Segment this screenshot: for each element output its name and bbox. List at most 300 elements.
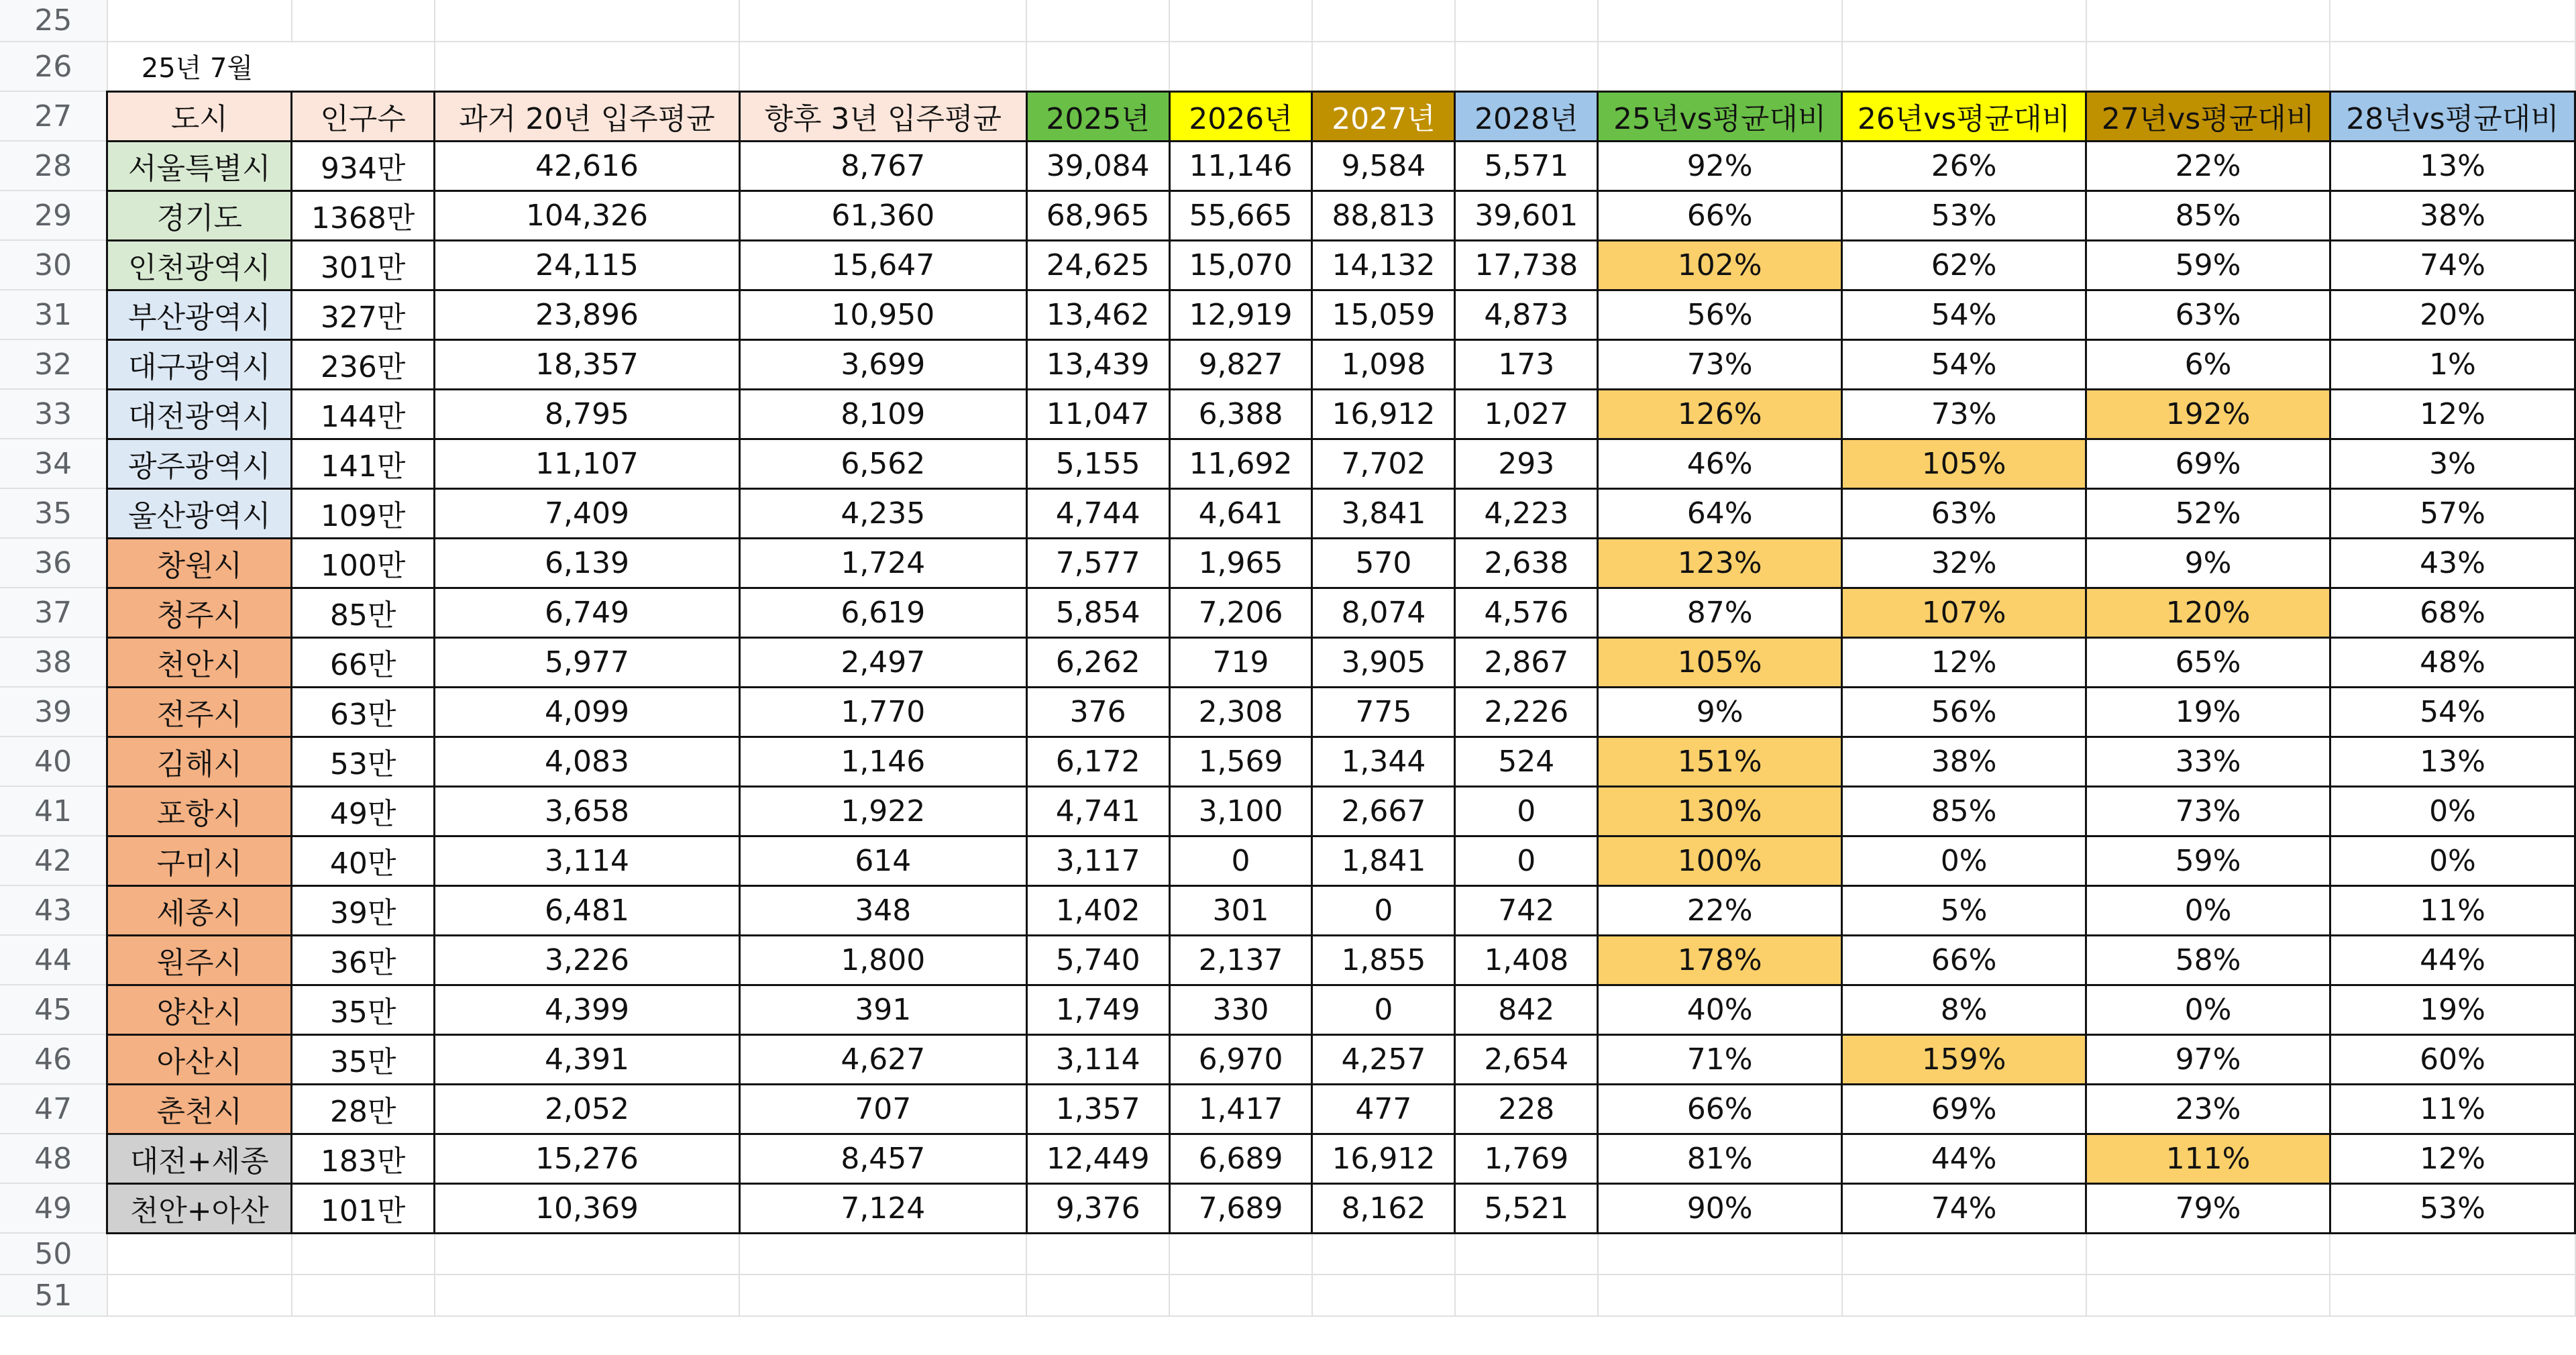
data-cell[interactable]: 53만 [292, 737, 435, 786]
data-cell[interactable]: 4,744 [1026, 488, 1169, 538]
data-cell[interactable]: 24,115 [435, 240, 740, 290]
data-cell[interactable]: 69% [2086, 439, 2330, 488]
data-cell[interactable]: 35만 [292, 985, 435, 1034]
data-cell[interactable]: 44% [2330, 935, 2575, 985]
data-cell[interactable]: 0% [2086, 885, 2330, 935]
data-cell[interactable]: 38% [1842, 737, 2086, 786]
cell[interactable] [1169, 42, 1312, 91]
city-name-cell[interactable]: 원주시 [107, 935, 292, 985]
column-header[interactable]: 27년vs평균대비 [2086, 91, 2330, 141]
data-cell[interactable]: 1,855 [1312, 935, 1455, 985]
data-cell[interactable]: 8,767 [739, 141, 1026, 191]
cell[interactable] [1026, 1233, 1169, 1275]
cell[interactable] [1169, 1275, 1312, 1316]
data-cell[interactable]: 105% [1598, 637, 1842, 687]
data-cell[interactable]: 178% [1598, 935, 1842, 985]
data-cell[interactable]: 18,357 [435, 339, 740, 389]
row-header[interactable]: 30 [0, 240, 107, 290]
data-cell[interactable]: 66% [1842, 935, 2086, 985]
cell[interactable] [739, 1233, 1026, 1275]
data-cell[interactable]: 13,462 [1026, 290, 1169, 339]
data-cell[interactable]: 59% [2086, 240, 2330, 290]
data-cell[interactable]: 32% [1842, 538, 2086, 588]
column-header[interactable]: 26년vs평균대비 [1842, 91, 2086, 141]
data-cell[interactable]: 63% [2086, 290, 2330, 339]
data-cell[interactable]: 3,905 [1312, 637, 1455, 687]
data-cell[interactable]: 144만 [292, 389, 435, 439]
data-cell[interactable]: 2,638 [1455, 538, 1598, 588]
row-header[interactable]: 46 [0, 1034, 107, 1084]
data-cell[interactable]: 707 [739, 1084, 1026, 1134]
data-cell[interactable]: 1,569 [1169, 737, 1312, 786]
data-cell[interactable]: 65% [2086, 637, 2330, 687]
row-header[interactable]: 42 [0, 836, 107, 885]
cell[interactable] [435, 1233, 740, 1275]
data-cell[interactable]: 4,223 [1455, 488, 1598, 538]
data-cell[interactable]: 38% [2330, 191, 2575, 240]
data-cell[interactable]: 1,344 [1312, 737, 1455, 786]
data-cell[interactable]: 53% [1842, 191, 2086, 240]
data-cell[interactable]: 9% [2086, 538, 2330, 588]
city-name-cell[interactable]: 광주광역시 [107, 439, 292, 488]
data-cell[interactable]: 1,922 [739, 786, 1026, 836]
cell[interactable] [1312, 42, 1455, 91]
row-header[interactable]: 36 [0, 538, 107, 588]
data-cell[interactable]: 46% [1598, 439, 1842, 488]
data-cell[interactable]: 5,740 [1026, 935, 1169, 985]
data-cell[interactable]: 26% [1842, 141, 2086, 191]
row-header[interactable]: 38 [0, 637, 107, 687]
data-cell[interactable]: 4,391 [435, 1034, 740, 1084]
data-cell[interactable]: 33% [2086, 737, 2330, 786]
data-cell[interactable]: 2,654 [1455, 1034, 1598, 1084]
data-cell[interactable]: 1,146 [739, 737, 1026, 786]
data-cell[interactable]: 9,584 [1312, 141, 1455, 191]
cell[interactable] [1842, 42, 2086, 91]
data-cell[interactable]: 4,627 [739, 1034, 1026, 1084]
cell[interactable] [2330, 1233, 2575, 1275]
column-header[interactable]: 2028년 [1455, 91, 1598, 141]
column-header[interactable]: 과거 20년 입주평균 [435, 91, 740, 141]
data-cell[interactable]: 4,741 [1026, 786, 1169, 836]
data-cell[interactable]: 8,162 [1312, 1183, 1455, 1233]
data-cell[interactable]: 49만 [292, 786, 435, 836]
data-cell[interactable]: 9,827 [1169, 339, 1312, 389]
cell[interactable] [2330, 0, 2575, 42]
data-cell[interactable]: 6,139 [435, 538, 740, 588]
data-cell[interactable]: 28만 [292, 1084, 435, 1134]
data-cell[interactable]: 13% [2330, 737, 2575, 786]
city-name-cell[interactable]: 춘천시 [107, 1084, 292, 1134]
data-cell[interactable]: 120% [2086, 588, 2330, 637]
data-cell[interactable]: 5,571 [1455, 141, 1598, 191]
column-header[interactable]: 도시 [107, 91, 292, 141]
data-cell[interactable]: 64% [1598, 488, 1842, 538]
cell[interactable] [1169, 0, 1312, 42]
data-cell[interactable]: 123% [1598, 538, 1842, 588]
data-cell[interactable]: 43% [2330, 538, 2575, 588]
row-header[interactable]: 35 [0, 488, 107, 538]
row-header[interactable]: 26 [0, 42, 107, 91]
data-cell[interactable]: 39,084 [1026, 141, 1169, 191]
data-cell[interactable]: 42,616 [435, 141, 740, 191]
data-cell[interactable]: 11,146 [1169, 141, 1312, 191]
data-cell[interactable]: 1,770 [739, 687, 1026, 737]
city-name-cell[interactable]: 경기도 [107, 191, 292, 240]
data-cell[interactable]: 2,052 [435, 1084, 740, 1134]
row-header[interactable]: 40 [0, 737, 107, 786]
data-cell[interactable]: 20% [2330, 290, 2575, 339]
column-header[interactable]: 2027년 [1312, 91, 1455, 141]
data-cell[interactable]: 15,070 [1169, 240, 1312, 290]
data-cell[interactable]: 6,619 [739, 588, 1026, 637]
data-cell[interactable]: 16,912 [1312, 389, 1455, 439]
data-cell[interactable]: 1,408 [1455, 935, 1598, 985]
cell[interactable] [1026, 0, 1169, 42]
data-cell[interactable]: 61,360 [739, 191, 1026, 240]
cell[interactable] [1842, 1233, 2086, 1275]
cell[interactable] [2086, 0, 2330, 42]
data-cell[interactable]: 22% [1598, 885, 1842, 935]
data-cell[interactable]: 59% [2086, 836, 2330, 885]
data-cell[interactable]: 100만 [292, 538, 435, 588]
city-name-cell[interactable]: 구미시 [107, 836, 292, 885]
data-cell[interactable]: 376 [1026, 687, 1169, 737]
data-cell[interactable]: 3,117 [1026, 836, 1169, 885]
data-cell[interactable]: 15,276 [435, 1134, 740, 1183]
row-header[interactable]: 27 [0, 91, 107, 141]
data-cell[interactable]: 35만 [292, 1034, 435, 1084]
city-name-cell[interactable]: 울산광역시 [107, 488, 292, 538]
data-cell[interactable]: 53% [2330, 1183, 2575, 1233]
data-cell[interactable]: 48% [2330, 637, 2575, 687]
data-cell[interactable]: 0 [1455, 786, 1598, 836]
column-header[interactable]: 28년vs평균대비 [2330, 91, 2575, 141]
data-cell[interactable]: 3,658 [435, 786, 740, 836]
data-cell[interactable]: 8,795 [435, 389, 740, 439]
cell[interactable] [739, 1275, 1026, 1316]
cell[interactable] [107, 0, 292, 42]
data-cell[interactable]: 1,841 [1312, 836, 1455, 885]
cell[interactable] [435, 1275, 740, 1316]
row-header[interactable]: 37 [0, 588, 107, 637]
data-cell[interactable]: 293 [1455, 439, 1598, 488]
data-cell[interactable]: 3,226 [435, 935, 740, 985]
cell[interactable] [1598, 0, 1842, 42]
data-cell[interactable]: 54% [2330, 687, 2575, 737]
data-cell[interactable]: 4,099 [435, 687, 740, 737]
data-cell[interactable]: 10,950 [739, 290, 1026, 339]
data-cell[interactable]: 11,692 [1169, 439, 1312, 488]
row-header[interactable]: 48 [0, 1134, 107, 1183]
data-cell[interactable]: 0% [2330, 786, 2575, 836]
cell[interactable] [739, 42, 1026, 91]
data-cell[interactable]: 7,124 [739, 1183, 1026, 1233]
row-header[interactable]: 28 [0, 141, 107, 191]
row-header[interactable]: 47 [0, 1084, 107, 1134]
data-cell[interactable]: 92% [1598, 141, 1842, 191]
data-cell[interactable]: 5,854 [1026, 588, 1169, 637]
data-cell[interactable]: 11% [2330, 885, 2575, 935]
data-cell[interactable]: 151% [1598, 737, 1842, 786]
sheet-title[interactable]: 25년 7월 [107, 42, 435, 91]
data-cell[interactable]: 12,449 [1026, 1134, 1169, 1183]
data-cell[interactable]: 3,114 [435, 836, 740, 885]
data-cell[interactable]: 391 [739, 985, 1026, 1034]
data-cell[interactable]: 9,376 [1026, 1183, 1169, 1233]
row-header[interactable]: 43 [0, 885, 107, 935]
data-cell[interactable]: 301만 [292, 240, 435, 290]
data-cell[interactable]: 8% [1842, 985, 2086, 1034]
data-cell[interactable]: 614 [739, 836, 1026, 885]
data-cell[interactable]: 2,867 [1455, 637, 1598, 687]
data-cell[interactable]: 39,601 [1455, 191, 1598, 240]
data-cell[interactable]: 1,769 [1455, 1134, 1598, 1183]
data-cell[interactable]: 12,919 [1169, 290, 1312, 339]
data-cell[interactable]: 742 [1455, 885, 1598, 935]
row-header[interactable]: 32 [0, 339, 107, 389]
cell[interactable] [1026, 42, 1169, 91]
cell[interactable] [1455, 1233, 1598, 1275]
data-cell[interactable]: 55,665 [1169, 191, 1312, 240]
data-cell[interactable]: 97% [2086, 1034, 2330, 1084]
data-cell[interactable]: 2,137 [1169, 935, 1312, 985]
data-cell[interactable]: 63% [1842, 488, 2086, 538]
data-cell[interactable]: 62% [1842, 240, 2086, 290]
data-cell[interactable]: 5,977 [435, 637, 740, 687]
data-cell[interactable]: 88,813 [1312, 191, 1455, 240]
data-cell[interactable]: 0% [2330, 836, 2575, 885]
city-name-cell[interactable]: 인천광역시 [107, 240, 292, 290]
data-cell[interactable]: 524 [1455, 737, 1598, 786]
data-cell[interactable]: 60% [2330, 1034, 2575, 1084]
data-cell[interactable]: 719 [1169, 637, 1312, 687]
data-cell[interactable]: 0% [2086, 985, 2330, 1034]
data-cell[interactable]: 330 [1169, 985, 1312, 1034]
cell[interactable] [292, 0, 435, 42]
data-cell[interactable]: 3,114 [1026, 1034, 1169, 1084]
data-cell[interactable]: 6,481 [435, 885, 740, 935]
city-name-cell[interactable]: 천안+아산 [107, 1183, 292, 1233]
data-cell[interactable]: 66% [1598, 191, 1842, 240]
column-header[interactable]: 2026년 [1169, 91, 1312, 141]
cell[interactable] [435, 42, 740, 91]
data-cell[interactable]: 8,074 [1312, 588, 1455, 637]
data-cell[interactable]: 56% [1842, 687, 2086, 737]
city-name-cell[interactable]: 창원시 [107, 538, 292, 588]
data-cell[interactable]: 63만 [292, 687, 435, 737]
city-name-cell[interactable]: 세종시 [107, 885, 292, 935]
cell[interactable] [1169, 1233, 1312, 1275]
cell[interactable] [1455, 0, 1598, 42]
row-header[interactable]: 29 [0, 191, 107, 240]
data-cell[interactable]: 107% [1842, 588, 2086, 637]
data-cell[interactable]: 1,402 [1026, 885, 1169, 935]
data-cell[interactable]: 7,577 [1026, 538, 1169, 588]
cell[interactable] [739, 0, 1026, 42]
data-cell[interactable]: 16,912 [1312, 1134, 1455, 1183]
data-cell[interactable]: 2,226 [1455, 687, 1598, 737]
cell[interactable] [2086, 1233, 2330, 1275]
data-cell[interactable]: 0 [1312, 885, 1455, 935]
data-cell[interactable]: 102% [1598, 240, 1842, 290]
data-cell[interactable]: 13% [2330, 141, 2575, 191]
column-header[interactable]: 인구수 [292, 91, 435, 141]
row-header[interactable]: 25 [0, 0, 107, 42]
data-cell[interactable]: 4,257 [1312, 1034, 1455, 1084]
row-header[interactable]: 50 [0, 1233, 107, 1275]
data-cell[interactable]: 6,172 [1026, 737, 1169, 786]
data-cell[interactable]: 5% [1842, 885, 2086, 935]
city-name-cell[interactable]: 아산시 [107, 1034, 292, 1084]
row-header[interactable]: 31 [0, 290, 107, 339]
data-cell[interactable]: 1,027 [1455, 389, 1598, 439]
data-cell[interactable]: 7,409 [435, 488, 740, 538]
data-cell[interactable]: 7,206 [1169, 588, 1312, 637]
cell[interactable] [1598, 1233, 1842, 1275]
data-cell[interactable]: 85% [2086, 191, 2330, 240]
cell[interactable] [1598, 1275, 1842, 1316]
data-cell[interactable]: 44% [1842, 1134, 2086, 1183]
cell[interactable] [107, 1275, 292, 1316]
city-name-cell[interactable]: 대전광역시 [107, 389, 292, 439]
column-header[interactable]: 25년vs평균대비 [1598, 91, 1842, 141]
data-cell[interactable]: 1,965 [1169, 538, 1312, 588]
data-cell[interactable]: 3% [2330, 439, 2575, 488]
data-cell[interactable]: 15,059 [1312, 290, 1455, 339]
cell[interactable] [1842, 0, 2086, 42]
data-cell[interactable]: 1,098 [1312, 339, 1455, 389]
cell[interactable] [1455, 42, 1598, 91]
data-cell[interactable]: 111% [2086, 1134, 2330, 1183]
data-cell[interactable]: 6,262 [1026, 637, 1169, 687]
data-cell[interactable]: 775 [1312, 687, 1455, 737]
cell[interactable] [2330, 42, 2575, 91]
data-cell[interactable]: 12% [2330, 389, 2575, 439]
data-cell[interactable]: 7,689 [1169, 1183, 1312, 1233]
data-cell[interactable]: 68% [2330, 588, 2575, 637]
row-header[interactable]: 41 [0, 786, 107, 836]
row-header[interactable]: 44 [0, 935, 107, 985]
city-name-cell[interactable]: 전주시 [107, 687, 292, 737]
data-cell[interactable]: 6,388 [1169, 389, 1312, 439]
row-header[interactable]: 45 [0, 985, 107, 1034]
data-cell[interactable]: 39만 [292, 885, 435, 935]
data-cell[interactable]: 3,841 [1312, 488, 1455, 538]
city-name-cell[interactable]: 포항시 [107, 786, 292, 836]
data-cell[interactable]: 11% [2330, 1084, 2575, 1134]
data-cell[interactable]: 74% [1842, 1183, 2086, 1233]
data-cell[interactable]: 69% [1842, 1084, 2086, 1134]
data-cell[interactable]: 66% [1598, 1084, 1842, 1134]
data-cell[interactable]: 52% [2086, 488, 2330, 538]
data-cell[interactable]: 73% [2086, 786, 2330, 836]
data-cell[interactable]: 68,965 [1026, 191, 1169, 240]
data-cell[interactable]: 2,497 [739, 637, 1026, 687]
data-cell[interactable]: 23% [2086, 1084, 2330, 1134]
data-cell[interactable]: 3,699 [739, 339, 1026, 389]
row-header[interactable]: 39 [0, 687, 107, 737]
data-cell[interactable]: 17,738 [1455, 240, 1598, 290]
cell[interactable] [107, 1233, 292, 1275]
data-cell[interactable]: 79% [2086, 1183, 2330, 1233]
data-cell[interactable]: 85만 [292, 588, 435, 637]
city-name-cell[interactable]: 양산시 [107, 985, 292, 1034]
data-cell[interactable]: 73% [1598, 339, 1842, 389]
data-cell[interactable]: 141만 [292, 439, 435, 488]
row-header[interactable]: 49 [0, 1183, 107, 1233]
data-cell[interactable]: 1,417 [1169, 1084, 1312, 1134]
city-name-cell[interactable]: 부산광역시 [107, 290, 292, 339]
data-cell[interactable]: 0 [1455, 836, 1598, 885]
data-cell[interactable]: 11,107 [435, 439, 740, 488]
data-cell[interactable]: 173 [1455, 339, 1598, 389]
data-cell[interactable]: 1,800 [739, 935, 1026, 985]
data-cell[interactable]: 570 [1312, 538, 1455, 588]
data-cell[interactable]: 4,641 [1169, 488, 1312, 538]
data-cell[interactable]: 8,109 [739, 389, 1026, 439]
data-cell[interactable]: 87% [1598, 588, 1842, 637]
data-cell[interactable]: 71% [1598, 1034, 1842, 1084]
data-cell[interactable]: 12% [2330, 1134, 2575, 1183]
cell[interactable] [1026, 1275, 1169, 1316]
data-cell[interactable]: 0 [1169, 836, 1312, 885]
data-cell[interactable]: 36만 [292, 935, 435, 985]
cell[interactable] [1312, 0, 1455, 42]
data-cell[interactable]: 7,702 [1312, 439, 1455, 488]
row-header[interactable]: 34 [0, 439, 107, 488]
data-cell[interactable]: 66만 [292, 637, 435, 687]
cell[interactable] [2086, 1275, 2330, 1316]
data-cell[interactable]: 11,047 [1026, 389, 1169, 439]
data-cell[interactable]: 327만 [292, 290, 435, 339]
data-cell[interactable]: 56% [1598, 290, 1842, 339]
data-cell[interactable]: 23,896 [435, 290, 740, 339]
data-cell[interactable]: 9% [1598, 687, 1842, 737]
column-header[interactable]: 향후 3년 입주평균 [739, 91, 1026, 141]
data-cell[interactable]: 8,457 [739, 1134, 1026, 1183]
city-name-cell[interactable]: 김해시 [107, 737, 292, 786]
cell[interactable] [292, 1275, 435, 1316]
data-cell[interactable]: 85% [1842, 786, 2086, 836]
data-cell[interactable]: 58% [2086, 935, 2330, 985]
city-name-cell[interactable]: 대구광역시 [107, 339, 292, 389]
data-cell[interactable]: 5,521 [1455, 1183, 1598, 1233]
data-cell[interactable]: 6,562 [739, 439, 1026, 488]
cell[interactable] [1598, 42, 1842, 91]
cell[interactable] [1312, 1275, 1455, 1316]
data-cell[interactable]: 2,667 [1312, 786, 1455, 836]
cell[interactable] [435, 0, 740, 42]
data-cell[interactable]: 54% [1842, 339, 2086, 389]
data-cell[interactable]: 105% [1842, 439, 2086, 488]
data-cell[interactable]: 81% [1598, 1134, 1842, 1183]
data-cell[interactable]: 74% [2330, 240, 2575, 290]
data-cell[interactable]: 22% [2086, 141, 2330, 191]
data-cell[interactable]: 6% [2086, 339, 2330, 389]
data-cell[interactable]: 842 [1455, 985, 1598, 1034]
data-cell[interactable]: 4,873 [1455, 290, 1598, 339]
data-cell[interactable]: 192% [2086, 389, 2330, 439]
cell[interactable] [2086, 42, 2330, 91]
data-cell[interactable]: 301 [1169, 885, 1312, 935]
data-cell[interactable]: 54% [1842, 290, 2086, 339]
data-cell[interactable]: 24,625 [1026, 240, 1169, 290]
row-header[interactable]: 33 [0, 389, 107, 439]
data-cell[interactable]: 104,326 [435, 191, 740, 240]
cell[interactable] [1455, 1275, 1598, 1316]
data-cell[interactable]: 5,155 [1026, 439, 1169, 488]
